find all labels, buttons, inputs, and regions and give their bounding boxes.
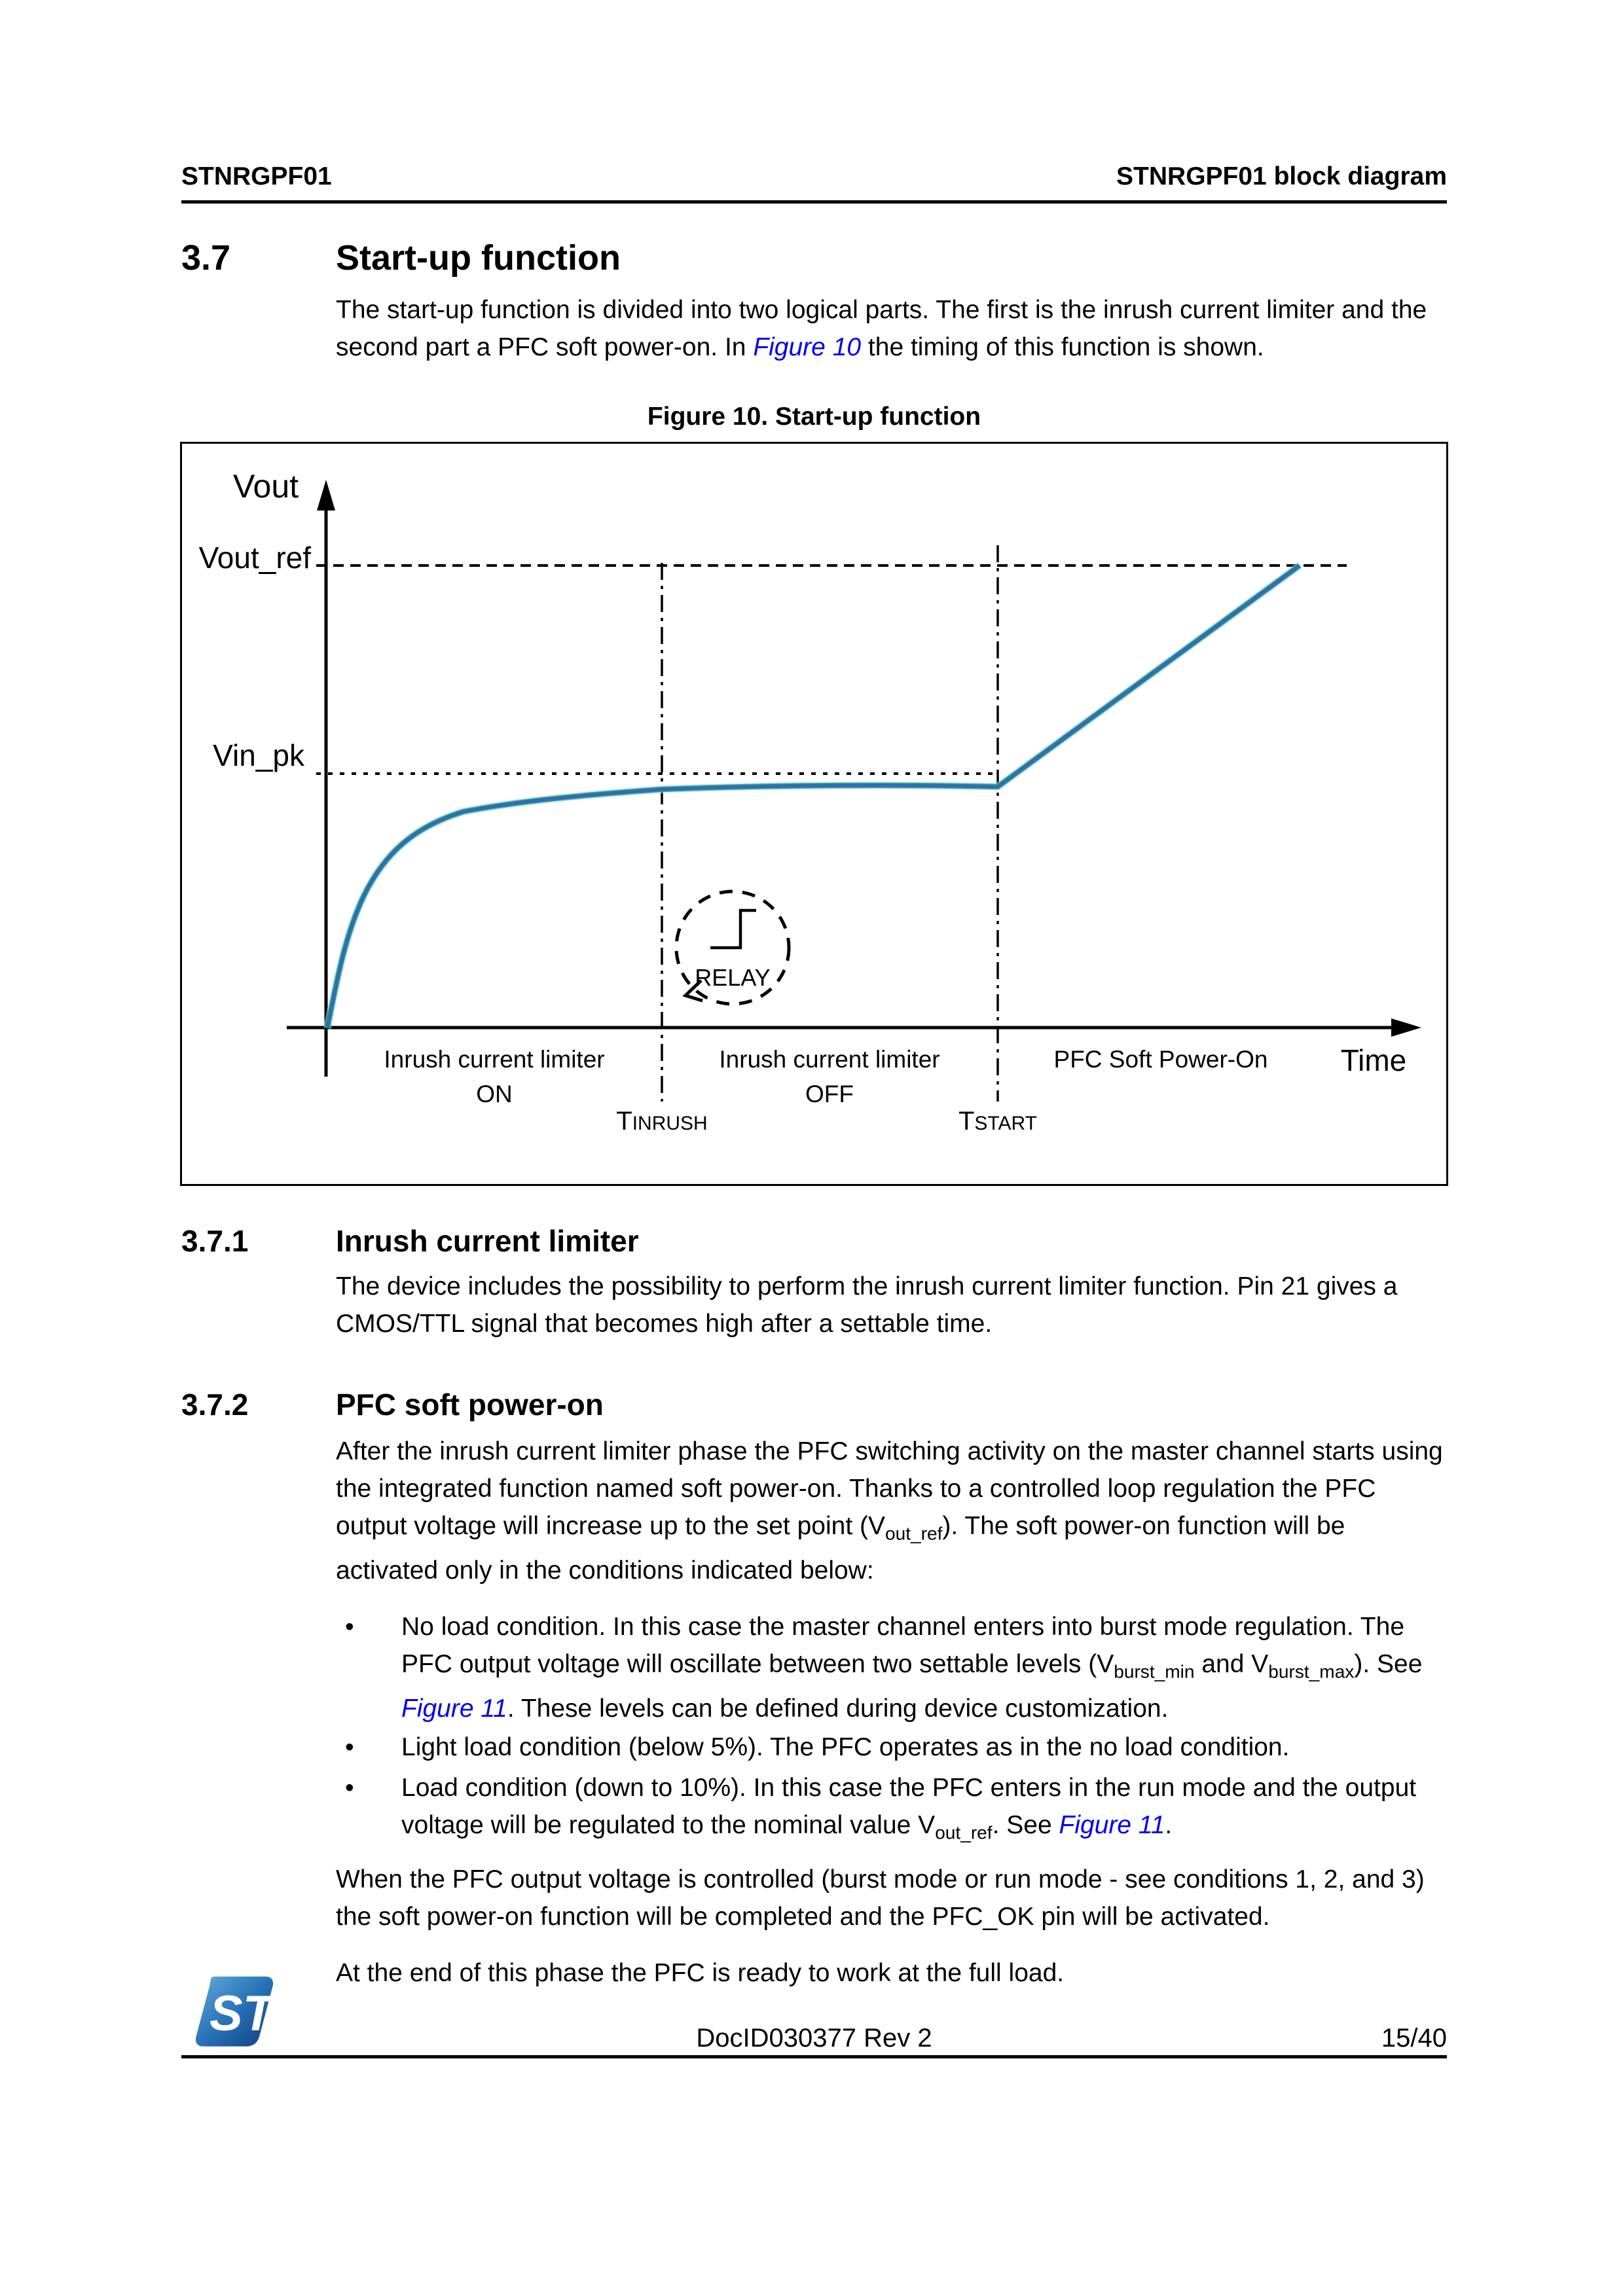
t-start-sub: START [974,1113,1038,1134]
figure-link[interactable]: Figure 11 [401,1695,507,1723]
section-number: 3.7.2 [181,1388,249,1422]
intro-paragraph [336,291,1449,366]
paragraph-3-7-2 [336,1433,1449,1589]
time-axis-label: Time [1340,1043,1407,1077]
x-axis-arrow-icon [1391,1018,1421,1037]
list-item [345,1729,1451,1766]
text-run: . See [992,1811,1059,1839]
y-axis-label: Vout [232,468,299,505]
t-start-label [958,1107,1037,1136]
bullet-icon: • [345,1613,354,1641]
section-title: Start-up function [336,238,621,278]
phase1-label-line2: ON [476,1081,513,1107]
text-run: When the PFC output voltage is controlled (burst mode or run mode - see conditions 1, 2, and 3) the soft power-on function will be completed and the PFC_OK pin will be activated. [336,1865,1425,1931]
footer-page-number: 15/40 [1381,2024,1447,2053]
t-inrush-sub: INRUSH [632,1113,708,1134]
vout-ref-label: Vout_ref [198,541,311,575]
startup-figure [180,442,1448,1186]
page-header [181,162,1447,191]
subscript-text: out_ref [885,1523,943,1544]
section-number: 3.7.1 [181,1224,249,1258]
startup-figure-svg [182,444,1446,1184]
list-item [345,1769,1451,1851]
section-number: 3.7 [181,238,231,278]
bullet-icon: • [345,1774,354,1802]
text-run: ). See [1354,1650,1423,1678]
text-run: Load condition (down to 10%). In this case the PFC enters in the run mode and the output voltage will be regulated to the nominal value V [401,1774,1417,1839]
text-run: Light load condition (below 5%). The PFC operates as in the no load condition. [401,1733,1290,1761]
figure-link[interactable]: Figure 11 [1059,1811,1165,1839]
list-item [345,1608,1451,1727]
text-run: and V [1194,1650,1269,1678]
header-right-title: STNRGPF01 block diagram [1116,162,1447,190]
phase2-label-line1: Inrush current limiter [719,1046,940,1073]
bullet-text [401,1608,1451,1727]
text-run: the timing of this function is shown. [861,333,1264,361]
text-run: At the end of this phase the PFC is ready to work at the full load. [336,1959,1065,1987]
section-heading-3-7-1 [181,1223,1447,1259]
closing-paragraph-2 [336,1954,1449,1992]
y-axis-arrow-icon [317,480,335,511]
phase3-label: PFC Soft Power-On [1053,1046,1268,1073]
relay-label: RELAY [695,964,771,991]
subscript-text: burst_min [1114,1661,1195,1682]
text-run: After the inrush current limiter phase the PFC switching activity on the master channel starts using the integrated function named soft power-on. Thanks to a controlled loop regulation the PFC output voltage will increase up to the set point (V [336,1437,1443,1540]
curve-glow [327,565,1300,1028]
section-heading-3-7 [181,238,1447,278]
relay-step-icon [710,910,756,948]
footer-rule [181,2055,1447,2058]
t-inrush-label [616,1107,707,1136]
paragraph-3-7-1 [336,1268,1449,1342]
text-run: The device includes the possibility to perform the inrush current limiter function. Pin 21 gives a CMOS/TTL signal that becomes high after a settable time. [336,1272,1398,1338]
curve-accent [327,565,1300,1028]
vin-pk-label: Vin_pk [213,738,304,772]
section-title: Inrush current limiter [336,1224,639,1258]
st-logo-letters: ST [209,1985,274,2041]
bullet-icon: • [345,1733,354,1761]
t-start-prefix: T [958,1107,975,1136]
phase1-label-line1: Inrush current limiter [384,1046,605,1073]
figure-caption: Figure 10. Start-up function [647,403,981,431]
text-run: The start-up function is divided into two logical parts. The first is the inrush current limiter and the second part a PFC soft power-on. In [336,296,1427,361]
subscript-text: out_ref [935,1822,993,1843]
text-run: . [1165,1811,1173,1839]
text-run: ). The soft power-on function will be activated only in the conditions indicated below: [336,1512,1345,1585]
text-run: No load condition. In this case the master channel enters into burst mode regulation. The PFC output voltage will oscillate between two settable levels (V [401,1613,1405,1678]
figure-link[interactable]: Figure 10 [753,333,862,361]
header-rule [181,200,1447,204]
footer-doc-id: DocID030377 Rev 2 [696,2024,932,2053]
phase2-label-line2: OFF [805,1081,854,1107]
bullet-text [401,1769,1451,1851]
section-title: PFC soft power-on [336,1388,604,1422]
header-left-title: STNRGPF01 [181,162,332,190]
text-run: . These levels can be defined during device customization. [507,1695,1169,1723]
subscript-text: burst_max [1268,1661,1355,1682]
section-heading-3-7-2 [181,1387,1447,1422]
vout-curve [327,565,1300,1028]
closing-paragraph-1 [336,1861,1449,1935]
t-inrush-prefix: T [616,1107,632,1136]
bullet-text [401,1729,1451,1766]
